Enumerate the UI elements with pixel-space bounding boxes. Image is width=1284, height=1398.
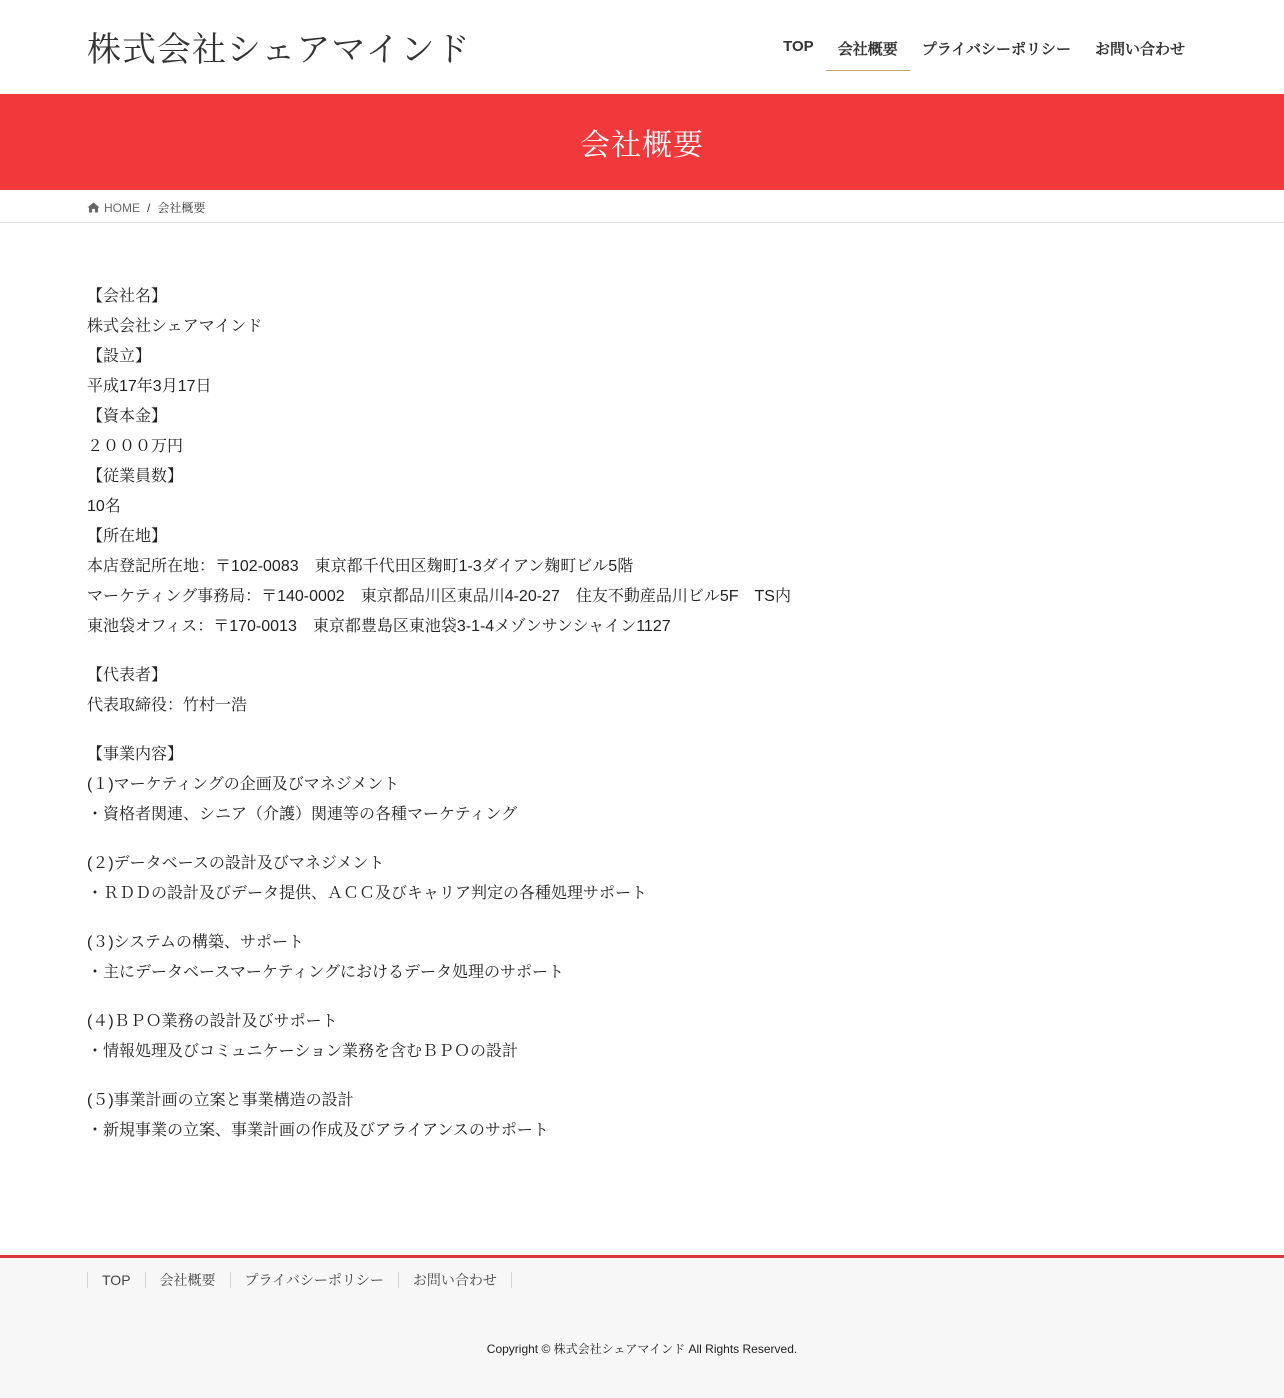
representative-heading: 【代表者】 (87, 667, 168, 684)
company-profile (87, 282, 1284, 1146)
footer-nav-item-privacy[interactable]: プライバシーポリシー (230, 1272, 398, 1288)
business-block (87, 849, 1284, 909)
breadcrumb-current: 会社概要 (157, 201, 206, 215)
business-item-detail: ・情報処理及びコミュニケーション業務を含むＢＰＯの設計 (87, 1043, 519, 1060)
business-block (87, 1086, 1284, 1146)
business-item-detail: ・資格者関連、シニア（介護）関連等の各種マーケティング (87, 806, 518, 823)
representative-value: 代表取締役：竹村一浩 (87, 697, 248, 714)
profile-basic-block (87, 282, 1284, 642)
footer-nav-item-company[interactable]: 会社概要 (145, 1272, 230, 1288)
location-line: マーケティング事務局：〒140-0002 東京都品川区東品川4-20-27 住友不動産品川ビル5F TS内 (87, 588, 791, 605)
location-line: 本店登記所在地：〒102-0083 東京都千代田区麹町1-3ダイアン麹町ビル5階 (87, 558, 634, 575)
established-heading: 【設立】 (87, 348, 152, 365)
business-item-detail: ・ＲＤＤの設計及びデータ提供、ＡＣＣ及びキャリア判定の各種処理サポート (87, 885, 648, 902)
breadcrumb-list (87, 199, 205, 216)
business-block (87, 928, 1284, 988)
company-name-value: 株式会社シェアマインド (87, 318, 263, 335)
business-item-title: (２)データベースの設計及びマネジメント (87, 855, 385, 872)
employees-value: 10名 (87, 498, 121, 515)
breadcrumb-home-link[interactable] (87, 201, 140, 215)
footer-nav-item-contact[interactable]: お問い合わせ (398, 1272, 512, 1288)
page-header-band (0, 94, 1284, 190)
business-block (87, 1007, 1284, 1067)
capital-heading: 【資本金】 (87, 408, 168, 425)
nav-item-top[interactable]: TOP (783, 38, 814, 55)
footer-nav-item-top[interactable]: TOP (87, 1272, 145, 1288)
site-title-link[interactable]: 株式会社シェアマインド (87, 31, 471, 69)
page-title: 会社概要 (580, 129, 704, 162)
main-content (0, 223, 1284, 1282)
established-value: 平成17年3月17日 (87, 378, 212, 395)
location-heading: 【所在地】 (87, 528, 168, 545)
business-item-title: (５)事業計画の立案と事業構造の設計 (87, 1092, 354, 1109)
site-header (0, 0, 1284, 94)
footer-nav (87, 1272, 512, 1288)
global-nav (771, 0, 1197, 94)
capital-value: ２０００万円 (87, 438, 184, 455)
location-line: 東池袋オフィス：〒170-0013 東京都豊島区東池袋3-1-4メゾンサンシャイン1127 (87, 618, 671, 635)
business-block (87, 740, 1284, 830)
nav-item-privacy[interactable]: プライバシーポリシー (921, 41, 1071, 58)
business-item-detail: ・主にデータベースマーケティングにおけるデータ処理のサポート (87, 964, 564, 981)
business-heading: 【事業内容】 (87, 746, 184, 763)
breadcrumb (0, 190, 1284, 223)
representative-block (87, 661, 1284, 721)
business-item-title: (４)ＢＰＯ業務の設計及びサポート (87, 1013, 338, 1030)
nav-item-contact[interactable]: お問い合わせ (1094, 41, 1185, 58)
breadcrumb-separator: / (147, 200, 151, 215)
site-footer (0, 1255, 1284, 1398)
breadcrumb-home-label: HOME (104, 200, 140, 215)
business-item-detail: ・新規事業の立案、事業計画の作成及びアライアンスのサポート (87, 1122, 549, 1139)
employees-heading: 【従業員数】 (87, 468, 184, 485)
home-icon (87, 202, 100, 213)
copyright-text: Copyright © 株式会社シェアマインド All Rights Reserved. (486, 1342, 798, 1356)
company-name-heading: 【会社名】 (87, 288, 168, 305)
business-item-title: (１)マーケティングの企画及びマネジメント (87, 776, 400, 793)
business-item-title: (３)システムの構築、サポート (87, 934, 305, 951)
nav-item-company[interactable]: 会社概要 (826, 0, 910, 70)
